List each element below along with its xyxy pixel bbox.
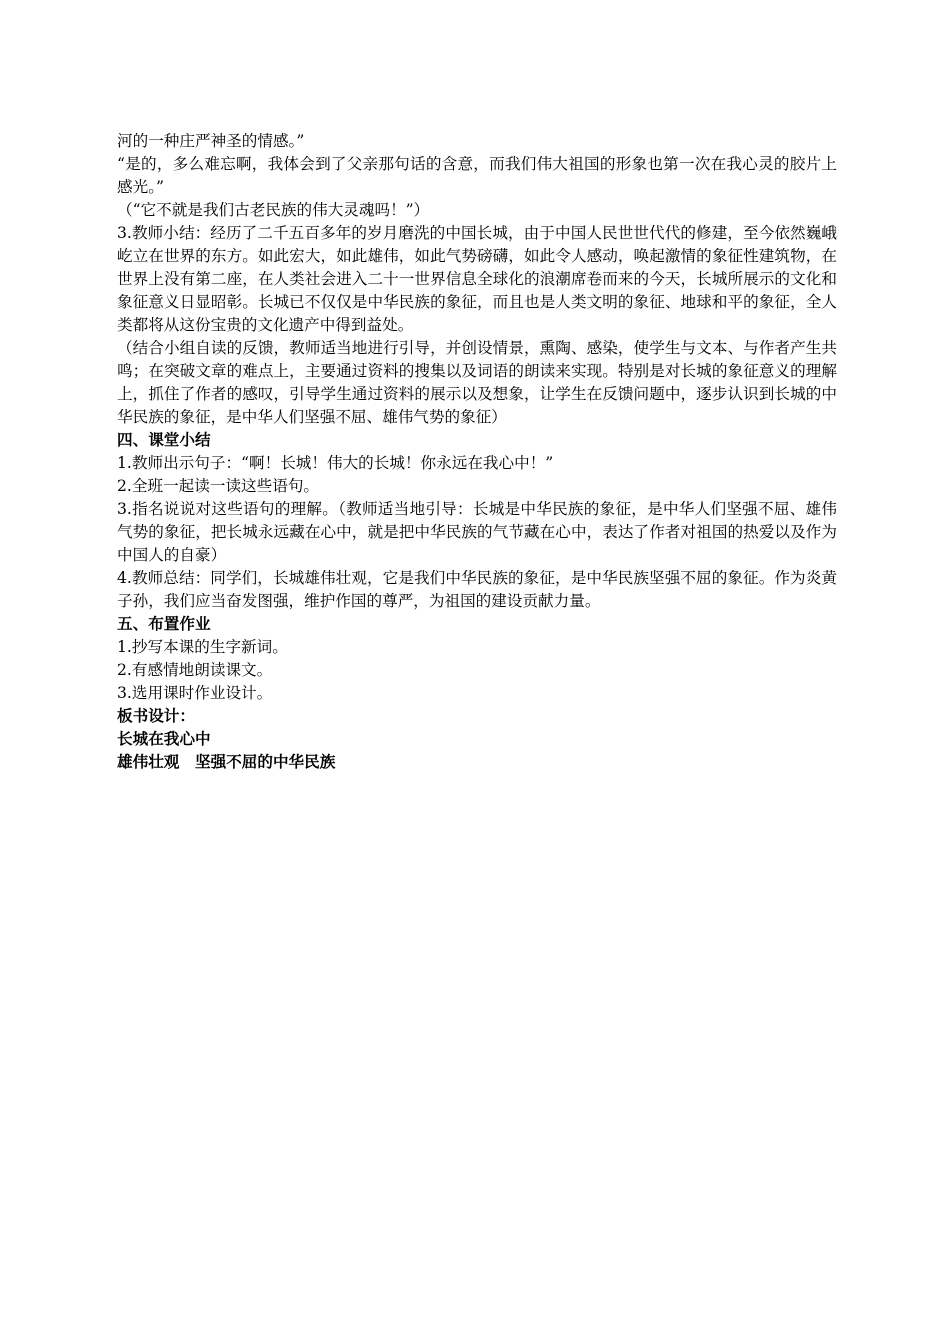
paragraph-teacher-summary: 3.教师小结：经历了二千五百多年的岁月磨洗的中国长城，由于中国人民世世代代的修建，至今依然巍峨屹立在世界的东方。如此宏大，如此雄伟，如此气势磅礴，如此令人感动，唤起激情的象征性建筑物，在世界上没有第二座，在人类社会进入二十一世界信息全球化的浪潮席卷而来的今天，长城所展示的文化和象征意义日显昭彰。长城已不仅仅是中华民族的象征，而且也是人类文明的象征、地球和平的象征，全人类都将从这份宝贵的文化遗产中得到益处。 xyxy=(117,224,837,334)
board-design-line: 雄伟壮观 坚强不屈的中华民族 xyxy=(117,753,336,771)
list-item: 4.教师总结：同学们，长城雄伟壮观，它是我们中华民族的象征，是中华民族坚强不屈的象征。作为炎黄子孙，我们应当奋发图强，维护作国的尊严，为祖国的建设贡献力量。 xyxy=(117,569,837,610)
section-heading-class-summary: 四、课堂小结 xyxy=(117,431,211,449)
list-item: 2.全班一起读一读这些语句。 xyxy=(117,477,320,495)
board-design-title: 长城在我心中 xyxy=(117,730,211,748)
document-page xyxy=(117,130,837,774)
list-item: 1.教师出示句子：“啊！长城！伟大的长城！你永远在我心中！” xyxy=(117,454,554,472)
list-item: 3.指名说说对这些语句的理解。（教师适当地引导：长城是中华民族的象征，是中华人们坚强不屈、雄伟气势的象征，把长城永远藏在心中，就是把中华民族的气节藏在心中，表达了作者对祖国的热爱以及作为中国人的自豪） xyxy=(117,500,837,564)
board-design-heading: 板书设计： xyxy=(117,707,195,725)
paragraph-closing-quote: 河的一种庄严神圣的情感。” xyxy=(117,132,305,150)
paragraph-guidance-note: （结合小组自读的反馈，教师适当地进行引导，并创设情景，熏陶、感染，使学生与文本、与作者产生共鸣；在突破文章的难点上，主要通过资料的搜集以及词语的朗读来实现。特别是对长城的象征意义的理解上，抓住了作者的感叹，引导学生通过资料的展示以及想象，让学生在反馈问题中，逐步认识到长城的中华民族的象征，是中华人们坚强不屈、雄伟气势的象征） xyxy=(117,339,837,426)
paragraph-soul: （“它不就是我们古老民族的伟大灵魂吗！”） xyxy=(117,201,430,219)
paragraph-memory: “是的，多么难忘啊，我体会到了父亲那句话的含意，而我们伟大祖国的形象也第一次在我心灵的胶片上感光。” xyxy=(117,155,837,196)
list-item: 3.选用课时作业设计。 xyxy=(117,684,273,702)
section-heading-homework: 五、布置作业 xyxy=(117,615,211,633)
list-item: 1.抄写本课的生字新词。 xyxy=(117,638,288,656)
list-item: 2.有感情地朗读课文。 xyxy=(117,661,273,679)
